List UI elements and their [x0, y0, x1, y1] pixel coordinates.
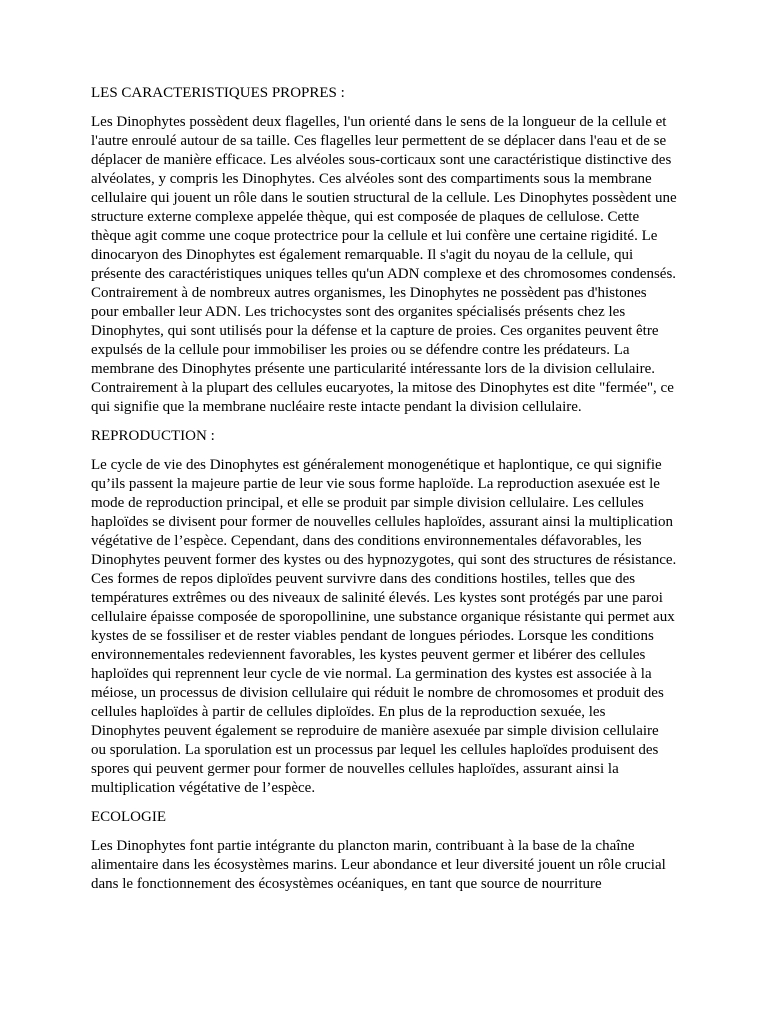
section-heading-ecologie: ECOLOGIE	[91, 809, 166, 825]
paragraph-caracteristiques: Les Dinophytes possèdent deux flagelles, l'un orienté dans le sens de la longueur de la cellule et l'autre enroulé autour de sa taille. Ces flagelles leur permettent de se déplacer dans l'eau et de se déplacer de manière efficace. Les alvéoles sous-corticaux sont une caractéristique distinctive des alvéolates, y compris les Dinophytes. Ces alvéoles sont des compartiments sous la membrane cellulaire qui jouent un rôle dans le soutien structural de la cellule. Les Dinophytes possèdent une structure externe complexe appelée thèque, qui est composée de plaques de cellulose. Cette thèque agit comme une coque protectrice pour la cellule et lui confère une certaine rigidité. Le dinocaryon des Dinophytes est également remarquable. Il s'agit du noyau de la cellule, qui présente des caractéristiques uniques telles qu'un ADN complexe et des chromosomes condensés. Contrairement à de nombreux autres organismes, les Dinophytes ne possèdent pas d'histones pour emballer leur ADN. Les trichocystes sont des organites spécialisés présents chez les Dinophytes, qui sont utilisés pour la défense et la capture de proies. Ces organites peuvent être expulsés de la cellule pour immobiliser les proies ou se défendre contre les prédateurs. La membrane des Dinophytes présente une particularité intéressante lors de la division cellulaire. Contrairement à la plupart des cellules eucaryotes, la mitose des Dinophytes est dite "fermée", ce qui signifie que la membrane nucléaire reste intacte pendant la division cellulaire.	[91, 114, 677, 415]
paragraph-reproduction: Le cycle de vie des Dinophytes est généralement monogenétique et haplontique, ce qui signifie qu’ils passent la majeure partie de leur vie sous forme haploïde. La reproduction asexuée est le mode de reproduction principal, et elle se produit par simple division cellulaire. Les cellules haploïdes se divisent pour former de nouvelles cellules haploïdes, assurant ainsi la multiplication végétative de l’espèce. Cependant, dans des conditions environnementales défavorables, les Dinophytes peuvent former des kystes ou des hypnozygotes, qui sont des structures de résistance. Ces formes de repos diploïdes peuvent survivre dans des conditions hostiles, telles que des températures extrêmes ou des niveaux de salinité élevés. Les kystes sont protégés par une paroi cellulaire épaisse composée de sporopollinine, une substance organique résistante qui permet aux kystes de se fossiliser et de rester viables pendant de longues périodes. Lorsque les conditions environnementales redeviennent favorables, les kystes peuvent germer et libérer des cellules haploïdes qui reprennent leur cycle de vie normal. La germination des kystes est associée à la méiose, un processus de division cellulaire qui réduit le nombre de chromosomes et produit des cellules haploïdes à partir de cellules diploïdes. En plus de la reproduction sexuée, les Dinophytes peuvent également se reproduire de manière asexuée par simple division cellulaire ou sporulation. La sporulation est un processus par lequel les cellules haploïdes produisent des spores qui peuvent germer pour former de nouvelles cellules haploïdes, assurant ainsi la multiplication végétative de l’espèce.	[91, 457, 677, 796]
section-heading-caracteristiques: LES CARACTERISTIQUES PROPRES :	[91, 85, 345, 101]
document-content	[91, 84, 677, 904]
section-heading-reproduction: REPRODUCTION :	[91, 428, 215, 444]
paragraph-ecologie: Les Dinophytes font partie intégrante du plancton marin, contribuant à la base de la chaîne alimentaire dans les écosystèmes marins. Leur abondance et leur diversité jouent un rôle crucial dans le fonctionnement des écosystèmes océaniques, en tant que source de nourriture	[91, 838, 666, 892]
